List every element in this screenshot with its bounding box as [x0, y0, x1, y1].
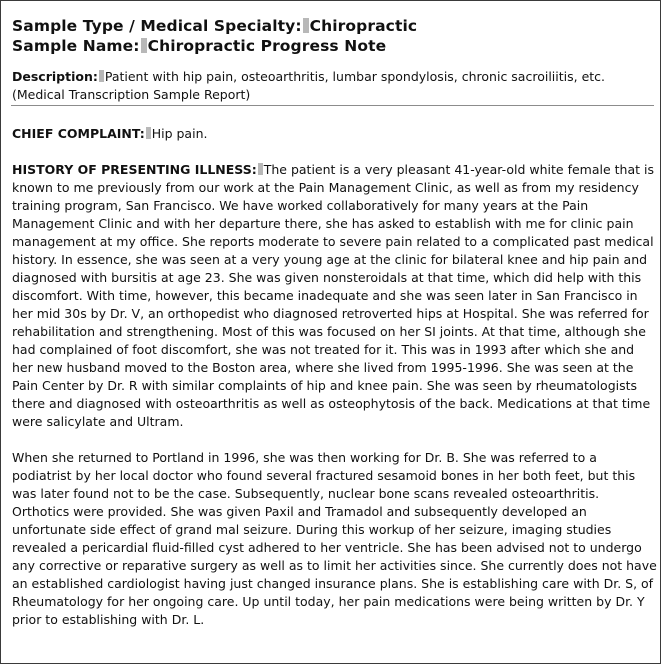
- history-label: HISTORY OF PRESENTING ILLNESS:: [12, 162, 257, 177]
- sample-type-value: Chiropractic: [309, 17, 418, 35]
- description-label: Description:: [12, 69, 98, 84]
- report-body: [12, 125, 658, 647]
- chief-complaint-text: Hip pain.: [151, 126, 208, 141]
- separator-mark: [99, 70, 104, 82]
- history-paragraph-1: [12, 161, 658, 431]
- chief-complaint-section: [12, 125, 658, 143]
- separator-mark: [303, 18, 309, 33]
- description-text: Patient with hip pain, osteoarthritis, lumbar spondylosis, chronic sacroiliitis, etc.: [104, 69, 606, 84]
- sample-name-value: Chiropractic Progress Note: [147, 37, 387, 55]
- description: [12, 68, 652, 104]
- sample-name-label: Sample Name:: [12, 37, 140, 55]
- sample-type-line: [12, 16, 652, 36]
- separator-mark: [258, 163, 263, 175]
- history-paragraph-2: [12, 449, 658, 629]
- description-source: (Medical Transcription Sample Report): [12, 87, 251, 102]
- divider: [11, 105, 654, 106]
- separator-mark: [141, 38, 147, 53]
- history-text-2: When she returned to Portland in 1996, she was then working for Dr. B. She was referred to a podiatrist by her local doctor who found several fractured sesamoid bones in her both feet, but this was later found not to be the case. Subsequently, nuclear bone scans revealed osteoarthritis. Orthotics were provided. She was given Paxil and Tramadol and subsequently developed an unfortunate side effect of grand mal seizure. During this workup of her seizure, imaging studies revealed a pericardial fluid-filled cyst adhered to her ventricle. She has been advised not to undergo any corrective or reparative surgery as well as to limit her activities since. She currently does not have an established cardiologist having just changed insurance plans. She is establishing care with Dr. S, of Rheumatology for her ongoing care. Up until today, her pain medications were being written by Dr. Y prior to establishing with Dr. L.: [12, 450, 657, 627]
- history-text-1: The patient is a very pleasant 41-year-old white female that is known to me previously from our work at the Pain Management Clinic, as well as from my residency training program, San Francisco. We have worked collaboratively for many years at the Pain Management Clinic and with her departure there, she has asked to establish with me for clinic pain management at my office. She reports moderate to severe pain related to a complicated past medical history. In essence, she was seen at a very young age at the clinic for bilateral knee and hip pain and diagnosed with bursitis at age 23. She was given nonsteroidals at that time, which did help with this discomfort. With time, however, this became inadequate and she was seen later in San Francisco in her mid 30s by Dr. V, an orthopedist who diagnosed retroverted hips at Hospital. She was referred for rehabilitation and strengthening. Most of this was focused on her SI joints. At that time, although she had complained of foot discomfort, she was not treated for it. This was in 1993 after which she and her new husband moved to the Boston area, where she lived from 1995-1996. She was seen at the Pain Center by Dr. R with similar complaints of hip and knee pain. She was seen by rheumatologists there and diagnosed with osteoarthritis as well as osteophytosis of the back. Medications at that time were salicylate and Ultram.: [12, 162, 654, 429]
- sample-type-label: Sample Type / Medical Specialty:: [12, 17, 302, 35]
- chief-complaint-label: CHIEF COMPLAINT:: [12, 126, 145, 141]
- document-header: [12, 16, 652, 104]
- sample-name-line: [12, 36, 652, 56]
- separator-mark: [146, 127, 151, 139]
